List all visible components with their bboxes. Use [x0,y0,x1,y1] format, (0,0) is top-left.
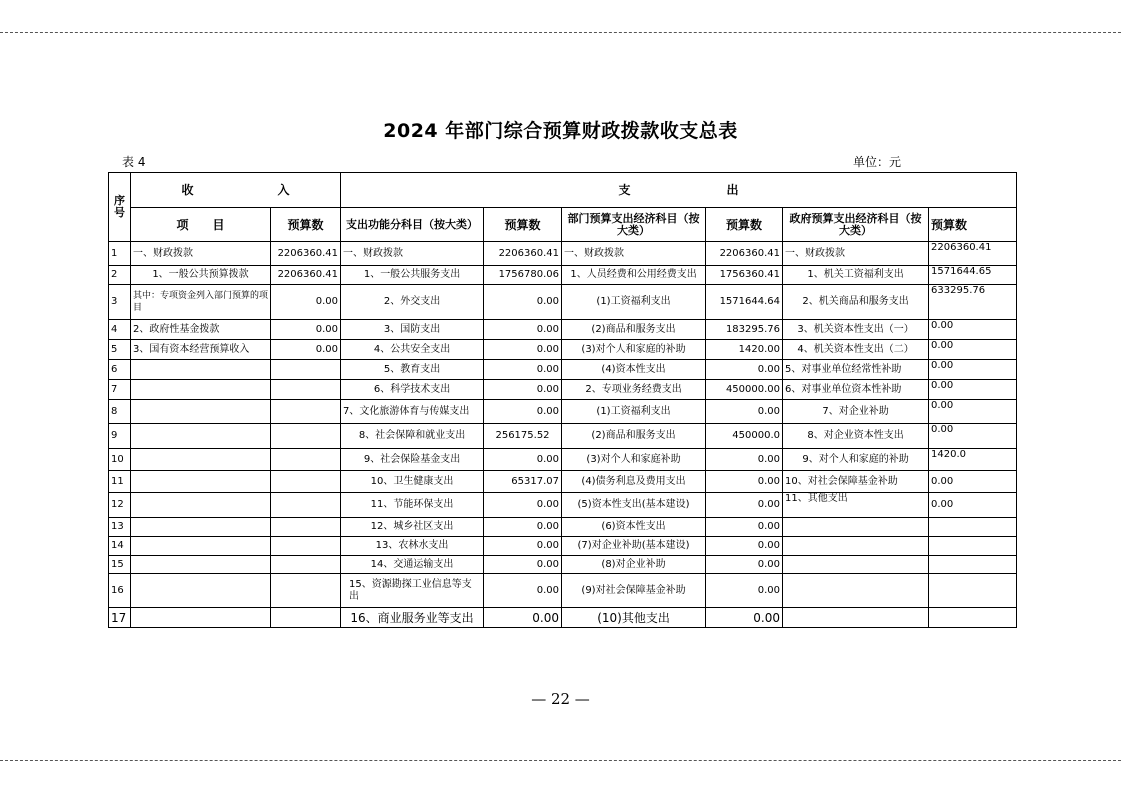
row-number: 3 [109,285,131,320]
dept-subject: (9)对社会保障基金补助 [562,574,706,608]
func-subject: 7、文化旅游体育与传媒支出 [341,400,484,424]
table-row [109,320,1017,340]
income-amount [271,537,341,556]
gov-amount: 0.00 [929,380,1017,400]
table-row [109,400,1017,424]
row-number: 8 [109,400,131,424]
income-item [131,608,271,628]
func-amount: 0.00 [484,400,562,424]
func-amount: 0.00 [484,340,562,360]
gov-amount: 1420.0 [929,449,1017,471]
gov-amount: 0.00 [929,360,1017,380]
gov-subject: 一、财政拨款 [783,242,929,266]
dept-amount: 183295.76 [706,320,783,340]
dept-subject: (1)工资福利支出 [562,400,706,424]
gov-subject: 1、机关工资福利支出 [783,266,929,285]
dept-amount: 1756360.41 [706,266,783,285]
dept-amount: 1571644.64 [706,285,783,320]
gov-amount: 2206360.41 [929,242,1017,266]
income-amount [271,556,341,574]
func-subject-header: 支出功能分科目（按大类） [341,208,484,242]
header-row-2 [109,208,1017,242]
gov-amount: 0.00 [929,471,1017,493]
income-amount [271,574,341,608]
func-subject: 15、资源勘探工业信息等支出 [341,574,484,608]
func-subject: 3、国防支出 [341,320,484,340]
row-number: 1 [109,242,131,266]
income-item [131,493,271,518]
row-number: 12 [109,493,131,518]
income-item [131,360,271,380]
table-row [109,608,1017,628]
func-subject: 12、城乡社区支出 [341,518,484,537]
func-subject: 8、社会保障和就业支出 [341,424,484,449]
func-amount: 0.00 [484,285,562,320]
item-header: 项 目 [131,208,271,242]
dept-subject: (7)对企业补助(基本建设) [562,537,706,556]
dept-subject: (2)商品和服务支出 [562,320,706,340]
dept-amount: 0.00 [706,493,783,518]
bottom-dashed-line [0,760,1121,761]
func-subject: 一、财政拨款 [341,242,484,266]
row-number: 2 [109,266,131,285]
gov-budget-header: 预算数 [929,208,1017,242]
dept-subject: (10)其他支出 [562,608,706,628]
gov-amount [929,574,1017,608]
gov-subject [783,574,929,608]
func-subject: 16、商业服务业等支出 [341,608,484,628]
income-item [131,471,271,493]
func-subject: 11、节能环保支出 [341,493,484,518]
gov-subject: 4、机关资本性支出（二） [783,340,929,360]
func-amount: 0.00 [484,360,562,380]
dept-subject: (3)对个人和家庭的补助 [562,340,706,360]
gov-subject [783,556,929,574]
income-amount: 0.00 [271,285,341,320]
gov-subject: 9、对个人和家庭的补助 [783,449,929,471]
row-number: 17 [109,608,131,628]
top-dashed-line [0,32,1121,33]
dept-amount: 450000.00 [706,380,783,400]
income-item: 其中：专项资金列入部门预算的项目 [131,285,271,320]
dept-subject: (5)资本性支出(基本建设) [562,493,706,518]
income-item [131,556,271,574]
table-row [109,266,1017,285]
func-subject: 10、卫生健康支出 [341,471,484,493]
table-row [109,471,1017,493]
func-subject: 6、科学技术支出 [341,380,484,400]
dept-amount: 0.00 [706,608,783,628]
row-number: 10 [109,449,131,471]
func-amount: 1756780.06 [484,266,562,285]
income-item: 一、财政拨款 [131,242,271,266]
income-item [131,380,271,400]
gov-amount [929,608,1017,628]
page-number: — 22 — [531,690,590,708]
row-number: 11 [109,471,131,493]
income-amount [271,400,341,424]
func-subject: 1、一般公共服务支出 [341,266,484,285]
row-number: 9 [109,424,131,449]
seq-header: 序号 [109,173,131,242]
dept-subject: 一、财政拨款 [562,242,706,266]
gov-amount: 0.00 [929,340,1017,360]
income-amount [271,424,341,449]
dept-amount: 0.00 [706,556,783,574]
income-amount: 0.00 [271,320,341,340]
table-row [109,424,1017,449]
dept-amount: 0.00 [706,400,783,424]
func-subject: 14、交通运输支出 [341,556,484,574]
table-row [109,285,1017,320]
gov-amount: 633295.76 [929,285,1017,320]
income-amount [271,518,341,537]
gov-subject: 6、对事业单位资本性补助 [783,380,929,400]
gov-amount [929,537,1017,556]
dept-subject: (8)对企业补助 [562,556,706,574]
income-amount: 0.00 [271,340,341,360]
table-row [109,360,1017,380]
dept-amount: 0.00 [706,360,783,380]
table-row [109,340,1017,360]
func-amount: 0.00 [484,449,562,471]
func-subject: 4、公共安全支出 [341,340,484,360]
gov-amount: 1571644.65 [929,266,1017,285]
func-subject: 5、教育支出 [341,360,484,380]
income-item [131,518,271,537]
income-item [131,537,271,556]
gov-subject: 2、机关商品和服务支出 [783,285,929,320]
dept-subject: (4)债务利息及费用支出 [562,471,706,493]
dept-subject: 2、专项业务经费支出 [562,380,706,400]
table-row [109,518,1017,537]
func-amount: 256175.52 [484,424,562,449]
func-subject: 13、农林水支出 [341,537,484,556]
table-row [109,449,1017,471]
table-number: 表 4 [122,155,146,169]
row-number: 7 [109,380,131,400]
dept-subject: (6)资本性支出 [562,518,706,537]
dept-subject: (4)资本性支出 [562,360,706,380]
row-number: 16 [109,574,131,608]
gov-amount: 0.00 [929,320,1017,340]
gov-amount: 0.00 [929,400,1017,424]
table-row [109,537,1017,556]
income-item [131,449,271,471]
income-item [131,574,271,608]
row-number: 13 [109,518,131,537]
income-budget-header: 预算数 [271,208,341,242]
dept-amount: 1420.00 [706,340,783,360]
dept-amount: 450000.0 [706,424,783,449]
gov-subject: 7、对企业补助 [783,400,929,424]
dept-econ-subject-header: 部门预算支出经济科目（按大类） [562,208,706,242]
row-number: 14 [109,537,131,556]
gov-subject [783,518,929,537]
income-header: 收 入 [131,173,341,208]
income-amount [271,608,341,628]
func-amount: 0.00 [484,518,562,537]
income-amount: 2206360.41 [271,242,341,266]
func-amount: 0.00 [484,608,562,628]
row-number: 15 [109,556,131,574]
expense-header: 支 出 [341,173,1017,208]
table-row [109,556,1017,574]
dept-subject: (3)对个人和家庭补助 [562,449,706,471]
table-row [109,380,1017,400]
func-subject: 9、社会保险基金支出 [341,449,484,471]
table-row [109,493,1017,518]
func-budget-header: 预算数 [484,208,562,242]
gov-subject: 3、机关资本性支出（一） [783,320,929,340]
func-amount: 0.00 [484,556,562,574]
dept-amount: 0.00 [706,471,783,493]
gov-amount: 0.00 [929,493,1017,518]
gov-amount [929,556,1017,574]
dept-amount: 0.00 [706,518,783,537]
gov-subject: 10、对社会保障基金补助 [783,471,929,493]
gov-amount: 0.00 [929,424,1017,449]
income-amount [271,360,341,380]
income-amount [271,471,341,493]
income-item [131,400,271,424]
dept-amount: 0.00 [706,449,783,471]
gov-econ-subject-header: 政府预算支出经济科目（按大类） [783,208,929,242]
gov-amount [929,518,1017,537]
func-subject: 2、外交支出 [341,285,484,320]
budget-table [108,172,1017,628]
row-number: 4 [109,320,131,340]
dept-amount: 0.00 [706,574,783,608]
row-number: 5 [109,340,131,360]
gov-subject: 8、对企业资本性支出 [783,424,929,449]
gov-subject [783,537,929,556]
func-amount: 2206360.41 [484,242,562,266]
gov-subject: 5、对事业单位经常性补助 [783,360,929,380]
func-amount: 0.00 [484,493,562,518]
income-item: 3、国有资本经营预算收入 [131,340,271,360]
table-row [109,574,1017,608]
dept-subject: (1)工资福利支出 [562,285,706,320]
income-item [131,424,271,449]
income-item: 2、政府性基金拨款 [131,320,271,340]
income-item: 1、一般公共预算拨款 [131,266,271,285]
income-amount [271,380,341,400]
dept-amount: 0.00 [706,537,783,556]
header-row-1 [109,173,1017,208]
income-amount [271,493,341,518]
gov-subject: 11、其他支出 [783,493,929,518]
income-amount: 2206360.41 [271,266,341,285]
func-amount: 0.00 [484,537,562,556]
dept-subject: (2)商品和服务支出 [562,424,706,449]
dept-subject: 1、人员经费和公用经费支出 [562,266,706,285]
dept-amount: 2206360.41 [706,242,783,266]
dept-budget-header: 预算数 [706,208,783,242]
func-amount: 0.00 [484,574,562,608]
gov-subject [783,608,929,628]
table-row [109,242,1017,266]
func-amount: 0.00 [484,380,562,400]
func-amount: 65317.07 [484,471,562,493]
income-amount [271,449,341,471]
unit-label: 单位：元 [853,155,902,169]
func-amount: 0.00 [484,320,562,340]
page-title: 2024 年部门综合预算财政拨款收支总表 [383,120,738,142]
row-number: 6 [109,360,131,380]
